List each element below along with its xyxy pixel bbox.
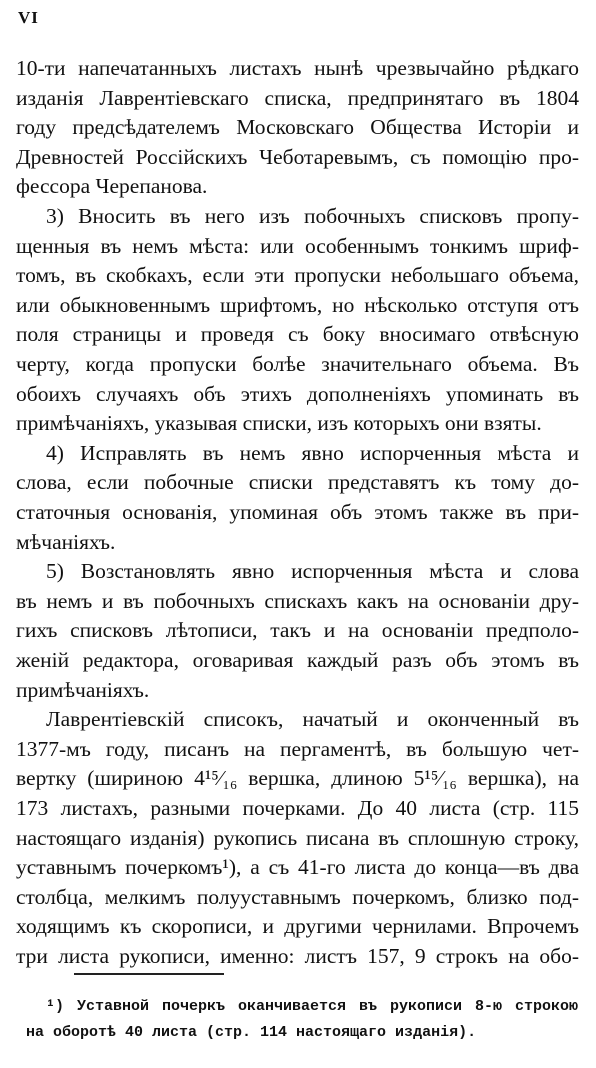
text-line: черту, когда пропуски болѣе значительнаго объема. Въ (16, 352, 579, 376)
text-line: вертку (шириною 4¹⁵⁄₁₆ вершка, длиною 5¹⁵⁄₁₆ вершка), на (16, 766, 579, 791)
text-line: статочныя основанія, упоминая объ этомъ также въ при- (16, 500, 579, 524)
text-line: томъ, въ скобкахъ, если эти пропуски небольшаго объема, (16, 263, 579, 288)
text-line: въ немъ и въ побочныхъ спискахъ какъ на основаніи дру- (16, 588, 579, 613)
text-line: уставнымъ почеркомъ¹), а съ 41-го листа до конца—въ два (16, 855, 579, 880)
text-line: 3) Вносить въ него изъ побочныхъ списковъ пропу- (46, 204, 579, 228)
text-line: слова, если побочные списки представятъ къ тому до- (16, 470, 579, 495)
text-line: обоихъ случаяхъ объ этихъ дополненіяхъ упоминать въ (16, 381, 579, 406)
text-line: настоящаго изданія) рукопись писана въ сплошную строку, (16, 825, 579, 850)
text-line: 10-ти напечатанныхъ листахъ нынѣ чрезвычайно рѣдкаго (16, 56, 579, 80)
text-line: фессора Черепанова. (16, 174, 208, 199)
text-line: женій редактора, оговаривая каждый разъ объ этомъ въ (16, 648, 579, 672)
text-line: 1377-мъ году, писанъ на пергаментѣ, въ большую чет- (16, 736, 579, 761)
footnote-line: на оборотѣ 40 листа (стр. 114 настоящаго изданія). (26, 1024, 477, 1041)
text-line: Лаврентіевскій списокъ, начатый и оконченный въ (46, 707, 579, 732)
text-line: или обыкновеннымъ шрифтомъ, но нѣсколько отступя отъ (16, 292, 579, 317)
text-line: щенныя въ немъ мѣста: или особеннымъ тонкимъ шриф- (16, 233, 579, 258)
text-line: поля страницы и проведя съ боку вносимаго отвѣсную (16, 322, 579, 347)
text-line: Древностей Россійскихъ Чеботаревымъ, съ помощію про- (16, 144, 579, 169)
text-line: столбца, мелкимъ полууставнымъ почеркомъ, близко под- (16, 884, 579, 909)
text-line: 173 листахъ, разными почерками. До 40 листа (стр. 115 (16, 796, 579, 820)
footnote-rule (74, 973, 224, 975)
text-line: мѣчаніяхъ. (16, 529, 116, 554)
page-number: VI (18, 8, 39, 27)
text-line: ходящимъ къ скорописи, и другими чернилами. Впрочемъ (16, 914, 579, 939)
text-line: гихъ списковъ лѣтописи, такъ и на основаніи предполо- (16, 618, 579, 643)
text-line: 4) Исправлять въ немъ явно испорченныя мѣста и (46, 440, 579, 465)
text-line: году предсѣдателемъ Московскаго Общества Исторіи и (16, 115, 579, 140)
text-line: 5) Возстановлять явно испорченныя мѣста и слова (46, 559, 579, 584)
text-line: примѣчаніяхъ. (16, 677, 150, 702)
footnote-line: ¹) Уставной почеркъ оканчивается въ рукописи 8-ю строкою (46, 998, 578, 1015)
text-line: изданія Лаврентіевскаго списка, предпринятаго въ 1804 (16, 85, 579, 110)
text-line: три листа рукописи, именно: листъ 157, 9 строкъ на обо- (16, 944, 579, 968)
text-line: примѣчаніяхъ, указывая списки, изъ которыхъ они взяты. (16, 411, 542, 436)
